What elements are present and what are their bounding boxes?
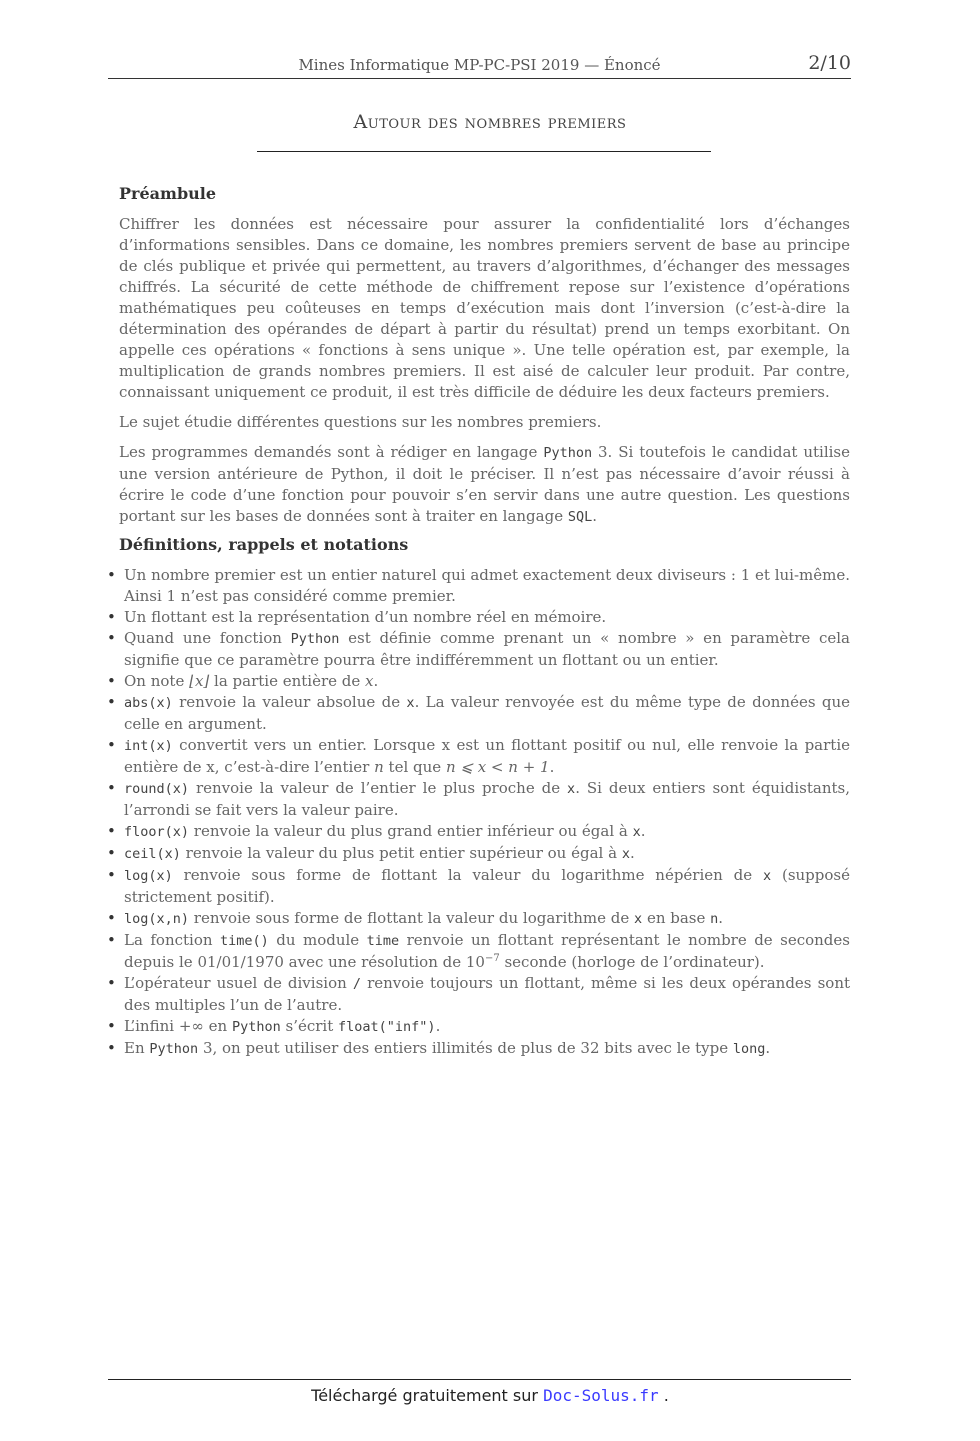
header-title: Mines Informatique MP-PC-PSI 2019 — Énoncé <box>298 56 661 74</box>
bullet-icon: • <box>107 736 116 754</box>
bullet-icon: • <box>107 693 116 711</box>
bullet-icon: • <box>107 672 116 690</box>
definitions-list <box>107 565 850 1060</box>
bullet-icon: • <box>107 1039 116 1057</box>
list-item: • La fonction time() du module time renvoie un flottant représentant le nombre de secondes depuis le 01/01/1970 avec une résolution de $10^{-7}$ seconde (horloge de l’ordinateur). <box>107 931 850 971</box>
preamble-paragraph-1: Chiffrer les données est nécessaire pour assurer la confidentialité lors d’échanges d’informations sensibles. Dans ce domaine, les nombres premiers servent de base au principe de clés publique et privée qui permettent, au travers d’algorithmes, d’échanger des messages chiffrés. La sécurité de cette méthode de chiffrement repose sur l’existence d’opérations mathématiques peu coûteuses en temps d’exécution mais dont l’inversion (c’est-à-dire la détermination des opérandes de départ à partir du résultat) prend un temps exorbitant. On appelle ces opérations « fonctions à sens unique ». Une telle opération est, par exemple, la multiplication de grands nombres premiers. Il est aisé de calculer leur produit. Par contre, connaissant uniquement ce produit, il est très difficile de déduire les deux facteurs premiers. <box>119 215 850 401</box>
title-rule <box>257 151 711 152</box>
page-number: 2/10 <box>808 52 851 74</box>
bullet-icon: • <box>107 779 116 797</box>
bullet-icon: • <box>107 931 116 949</box>
footer-text: Téléchargé gratuitement sur <box>311 1386 544 1405</box>
list-item: • L’infini +∞ en Python s’écrit float("inf"). <box>107 1017 441 1035</box>
footer-rule <box>108 1379 851 1380</box>
list-item: • On note ⌊x⌋ la partie entière de x. <box>107 672 379 690</box>
page-header <box>108 54 851 79</box>
bullet-icon: • <box>107 629 116 647</box>
code-sql: SQL <box>567 509 593 525</box>
list-item: • ceil(x) renvoie la valeur du plus petit entier supérieur ou égal à x. <box>107 844 635 862</box>
list-item: • En Python 3, on peut utiliser des entiers illimités de plus de 32 bits avec le type long. <box>107 1039 771 1057</box>
code-python: Python <box>543 445 593 461</box>
bullet-icon: • <box>107 866 116 884</box>
list-item: • Un flottant est la représentation d’un nombre réel en mémoire. <box>107 608 607 626</box>
preamble-paragraph-3: Les programmes demandés sont à rédiger en langage Python 3. Si toutefois le candidat utilise une version antérieure de Python, il doit le préciser. Il n’est pas nécessaire d’avoir réussi à écrire le code d’une fonction pour pouvoir s’en servir dans une autre question. Les questions portant sur les bases de données sont à traiter en langage SQL. <box>119 443 850 525</box>
footer-link[interactable]: Doc-Solus.fr <box>543 1386 659 1405</box>
document-title: Autour des nombres premiers <box>353 111 627 133</box>
bullet-icon: • <box>107 974 116 992</box>
list-item: • Quand une fonction Python est définie comme prenant un « nombre » en paramètre cela signifie que ce paramètre pourra être indifféremment un flottant ou un entier. <box>107 629 850 669</box>
bullet-icon: • <box>107 844 116 862</box>
list-item: • floor(x) renvoie la valeur du plus grand entier inférieur ou égal à x. <box>107 822 646 840</box>
list-item: • log(x) renvoie sous forme de flottant la valeur du logarithme népérien de x (supposé strictement positif). <box>107 866 850 906</box>
definitions-heading: Définitions, rappels et notations <box>119 535 409 554</box>
list-item: • round(x) renvoie la valeur de l’entier le plus proche de x. Si deux entiers sont équidistants, l’arrondi se fait vers la valeur paire. <box>107 779 850 819</box>
list-item: • Un nombre premier est un entier naturel qui admet exactement deux diviseurs : 1 et lui-même. Ainsi 1 n’est pas considéré comme premier. <box>107 566 850 605</box>
bullet-icon: • <box>107 822 116 840</box>
page-footer: Téléchargé gratuitement sur Doc-Solus.fr . <box>311 1386 669 1405</box>
preamble-heading: Préambule <box>119 184 217 203</box>
list-item: • abs(x) renvoie la valeur absolue de x. La valeur renvoyée est du même type de données que celle en argument. <box>107 693 850 733</box>
list-item: • int(x) convertit vers un entier. Lorsque x est un flottant positif ou nul, elle renvoie la partie entière de x, c’est-à-dire l’entier n tel que n ⩽ x < n + 1. <box>107 736 850 776</box>
bullet-icon: • <box>107 566 116 584</box>
bullet-icon: • <box>107 909 116 927</box>
preamble-paragraph-2: Le sujet étudie différentes questions sur les nombres premiers. <box>119 413 602 431</box>
bullet-icon: • <box>107 608 116 626</box>
list-item: • log(x,n) renvoie sous forme de flottant la valeur du logarithme de x en base n. <box>107 909 724 927</box>
bullet-icon: • <box>107 1017 116 1035</box>
list-item: • L’opérateur usuel de division / renvoie toujours un flottant, même si les deux opérandes sont des multiples l’un de l’autre. <box>107 974 851 1014</box>
